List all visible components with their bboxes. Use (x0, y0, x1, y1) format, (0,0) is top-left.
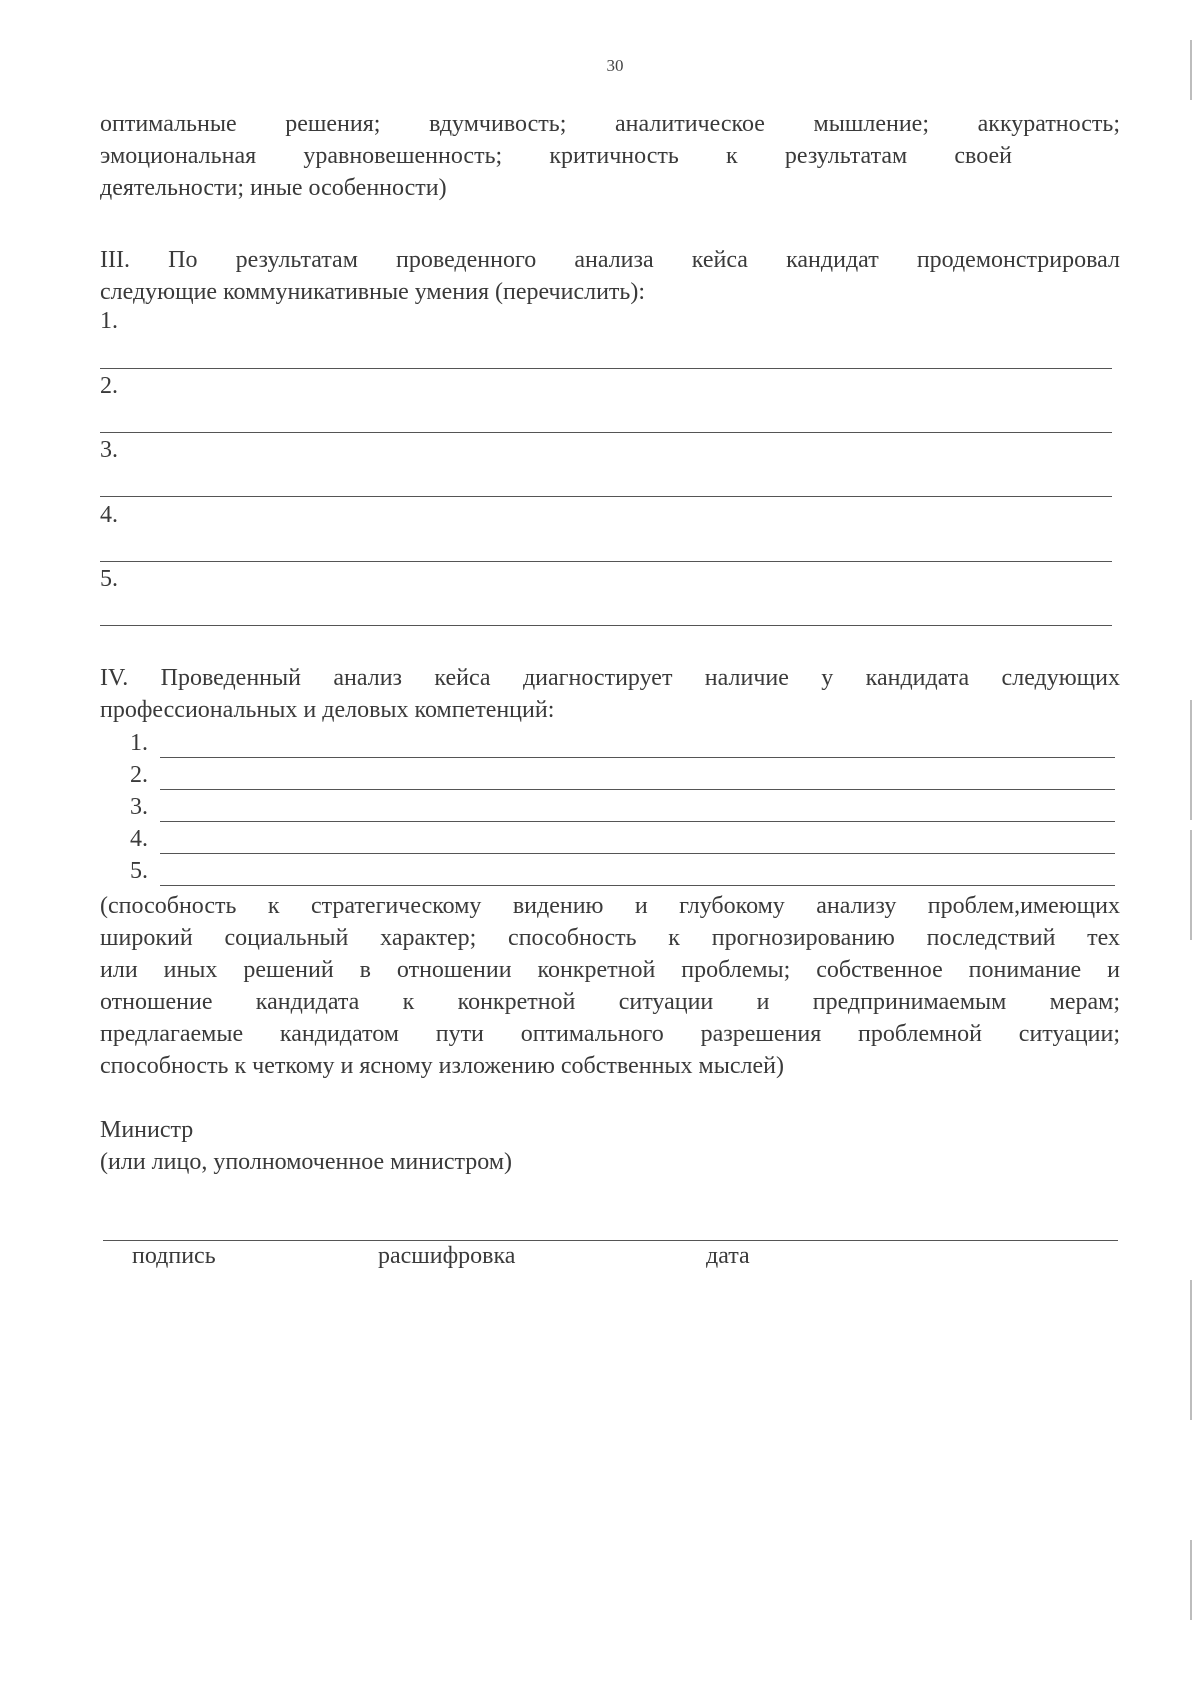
scan-edge-mark (1190, 700, 1192, 820)
scan-edge-mark (1190, 830, 1192, 940)
intro-line: оптимальные решения; вдумчивость; аналитическое мышление; аккуратность; (100, 111, 1120, 137)
section-4-item (115, 730, 1115, 760)
section-3-line: III. По результатам проведенного анализа кейса кандидат продемонстрировал (100, 247, 1120, 273)
section-4-note-line: или иных решений в отношении конкретной проблемы; собственное понимание и (100, 957, 1120, 983)
section-3-item-number: 5. (100, 566, 118, 592)
signature-label: подпись (132, 1243, 216, 1269)
section-4-heading (100, 662, 1120, 726)
section-4-note-line: широкий социальный характер; способность к прогнозированию последствий тех (100, 925, 1120, 951)
section-4-item-number: 3. (130, 794, 148, 820)
scan-edge-mark (1190, 1280, 1192, 1420)
section-4-note-line: предлагаемые кандидатом пути оптимального разрешения проблемной ситуации; (100, 1021, 1120, 1047)
section-3-answer-line (100, 561, 1112, 562)
intro-line: эмоциональная уравновешенность; критичность к результатам своей (100, 143, 1012, 169)
section-3-answer-line (100, 368, 1112, 369)
section-4-answer-line (160, 757, 1115, 758)
scan-edge-mark (1190, 40, 1192, 100)
section-4-note-line: (способность к стратегическому видению и глубокому анализу проблем,имеющих (100, 893, 1120, 919)
section-4-item-number: 2. (130, 762, 148, 788)
intro-line: деятельности; иные особенности) (100, 175, 447, 201)
section-4-item (115, 762, 1115, 792)
section-4-item (115, 794, 1115, 824)
section-4-note-line: способность к четкому и ясному изложению собственных мыслей) (100, 1053, 784, 1079)
section-3-item-number: 4. (100, 502, 118, 528)
section-4-answer-line (160, 789, 1115, 790)
signature-title (100, 1114, 1120, 1178)
section-3-item-number: 3. (100, 437, 118, 463)
section-4-item-number: 1. (130, 730, 148, 756)
section-4-answer-line (160, 821, 1115, 822)
scan-edge-mark (1190, 1540, 1192, 1620)
section-4-note-line: отношение кандидата к конкретной ситуации и предпринимаемым мерам; (100, 989, 1120, 1015)
date-label: дата (706, 1243, 750, 1269)
section-3-line: следующие коммуникативные умения (перечислить): (100, 279, 646, 305)
section-3-item-number: 2. (100, 373, 118, 399)
section-3-answer-line (100, 496, 1112, 497)
section-4-item (115, 826, 1115, 856)
section-4-line: IV. Проведенный анализ кейса диагностирует наличие у кандидата следующих (100, 665, 1120, 691)
section-3-heading (100, 244, 1120, 308)
section-4-item-number: 5. (130, 858, 148, 884)
signature-line (103, 1240, 1118, 1241)
signatory-subtitle: (или лицо, уполномоченное министром) (100, 1149, 513, 1175)
page-number: 30 (606, 56, 624, 75)
section-4-item-number: 4. (130, 826, 148, 852)
section-4-line: профессиональных и деловых компетенций: (100, 697, 555, 723)
decoding-label: расшифровка (378, 1243, 516, 1269)
section-4-answer-line (160, 885, 1115, 886)
signatory-title: Министр (100, 1117, 194, 1143)
section-3-item-number: 1. (100, 308, 118, 334)
section-3-answer-line (100, 625, 1112, 626)
intro-paragraph (100, 108, 1120, 204)
section-4-note (100, 890, 1120, 1082)
section-4-item (115, 858, 1115, 888)
section-4-answer-line (160, 853, 1115, 854)
section-3-answer-line (100, 432, 1112, 433)
